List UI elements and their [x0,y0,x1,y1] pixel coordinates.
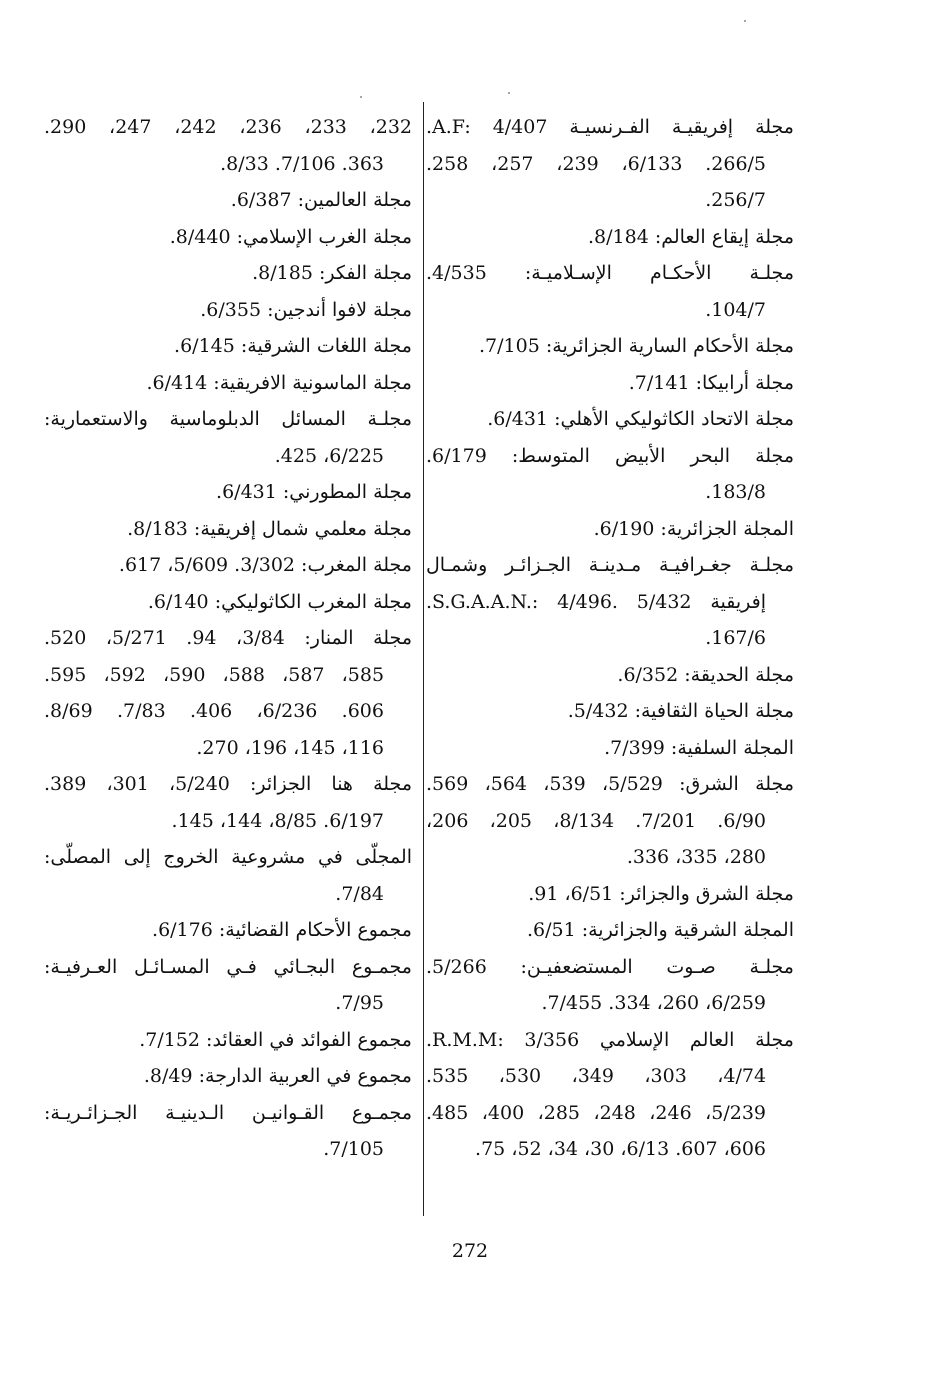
entry-title-line: مجلة الحياة الثقافية: 5/432. [567,700,794,722]
entry-title-line: مجلة معلمي شمال إفريقية: 8/183. [127,517,412,540]
index-entry [44,255,412,292]
index-column-right [426,109,794,1168]
entry-continuation-line: 7/84. [335,882,384,905]
entry-title-line: مجموع الفوائد في العقائد: 7/152. [139,1028,412,1051]
entry-title-line: مجموع في العربية الدارجة: 8/49. [143,1065,412,1087]
entry-continuation-line: 4/74، 303، 349، 530، 535. [426,1065,767,1087]
entry-title-line: مجلـة جغـرافيـة مـدينـة الجـزائـر وشمـال [426,554,794,576]
entry-continuation-line: 363. 7/106. 8/33. [220,152,384,175]
entry-title-line: مجلة إفريقيـة الفـرنسيـة A.F: 4/407. [426,116,794,138]
entry-title-line: المجلة السلفية: 7/399. [604,736,794,759]
entry-continuation-line: 606، 607. 6/13، 30، 34، 52، 75. [475,1138,766,1160]
entry-title-line: المجلّى في مشروعية الخروج إلى المصلّى: [44,846,412,868]
entry-title-line: مجموع الأحكام القضائية: 6/176. [152,919,412,941]
index-entry [426,949,794,1022]
entry-title-line: مجلة اللغات الشرقية: 6/145. [174,335,412,357]
entry-continuation-line: إفريقية S.G.A.A.N.: 4/496. 5/432. [426,590,766,613]
index-entry [426,219,794,256]
entry-continuation-line: 6/90. 7/201. 8/134، 205، 206، [426,809,766,832]
index-entry [44,292,412,329]
index-entry [44,182,412,219]
entry-continuation-line: 167/6. [705,627,766,649]
index-entry [426,547,794,657]
index-entry [44,912,412,949]
entry-continuation-line: 585، 587، 588، 590، 592، 595. [44,663,385,686]
entry-title-line: مجلة المنار: 3/84، 94. 5/271، 520. [44,627,412,649]
entry-title-line: مجلـة المسائل الدبلوماسية والاستعمارية: [44,408,412,430]
index-entry [426,876,794,913]
entry-title-line: مجمـوع القـوانيـن الـدينيـة الجـزائـريـة: [44,1101,412,1124]
entry-title-line: مجلة العالم الإسلامي R.M.M: 3/356. [426,1028,794,1051]
index-entry [44,1058,412,1095]
index-entry [44,620,412,766]
entry-title-line: المجلة الجزائرية: 6/190. [593,517,794,540]
entry-title-line: مجلـة صـوت المستضعفيـن: 5/266. [426,955,794,978]
index-entry [44,766,412,839]
index-entry [44,584,412,621]
entry-title-line: مجلة أرابيكا: 7/141. [628,371,794,394]
entry-title-line: مجلة هنا الجزائر: 5/240، 301، 389. [44,773,412,795]
entry-continuation-line: 6/225، 425. [274,444,384,467]
entry-title-line: مجلة الماسونية الافريقية: 6/414. [146,371,412,394]
entry-title-line: مجلة الأحكام السارية الجزائرية: 7/105. [479,335,794,357]
entry-continuation-line: 256/7. [705,189,766,211]
entry-title-line: مجلة الشرق والجزائر: 6/51، 91. [528,882,794,905]
entry-title-line: مجلة الغرب الإسلامي: 8/440. [169,225,412,248]
entry-title-line: مجمـوع البجـائي فـي المسـائـل العـرفيـة: [44,955,412,978]
index-entry [44,401,412,474]
index-entry [44,1022,412,1059]
scan-speck [508,92,510,94]
entry-title-line: مجلة الاتحاد الكاثوليكي الأهلي: 6/431. [487,408,794,430]
entry-title-line: مجلة المغرب الكاثوليكي: 6/140. [147,590,412,613]
index-entry [44,474,412,511]
entry-continuation-line: 266/5. 6/133، 239، 257، 258. [426,152,767,175]
index-entry [426,766,794,876]
index-entry [426,693,794,730]
index-entry [44,1095,412,1168]
index-entry [44,219,412,256]
index-entry [44,328,412,365]
index-entry [426,365,794,402]
entry-continuation-line: 280، 335، 336. [626,846,766,868]
entry-title-line: مجلة الفكر: 8/185. [252,262,412,284]
index-entry [426,912,794,949]
page-number: 272 [451,1240,489,1262]
entry-continuation-line: 116، 145، 196، 270. [196,736,384,759]
entry-continuation-line: 104/7. [705,298,766,321]
entry-title-line: 232، 233، 236، 242، 247، 290. [44,116,412,138]
index-entry [44,839,412,912]
entry-title-line: مجلة البحر الأبيض المتوسط: 6/179. [426,444,794,467]
entry-continuation-line: 606. 6/236، 406. 7/83. 8/69. [44,700,384,722]
scan-speck [360,96,362,98]
index-entry [426,328,794,365]
entry-continuation-line: 6/259، 260، 334. 7/455. [541,992,766,1014]
scan-speck [744,20,746,22]
index-entry [44,365,412,402]
index-entry [426,1022,794,1168]
index-entry [44,547,412,584]
index-entry [44,109,412,182]
index-entry [44,511,412,548]
index-entry [426,730,794,767]
entry-continuation-line: 5/239، 246، 248، 285، 400، 485. [426,1101,767,1124]
index-entry [426,438,794,511]
entry-title-line: مجلة إيقاع العالم: 8/184. [587,225,794,248]
entry-title-line: مجلة المغرب: 3/302. 5/609، 617. [118,554,412,576]
index-entry [44,949,412,1022]
index-column-left [44,109,412,1168]
index-entry [426,255,794,328]
entry-continuation-line: 7/105. [323,1138,384,1160]
entry-continuation-line: 7/95. [335,992,384,1014]
index-entry [426,657,794,694]
entry-title-line: المجلة الشرقية والجزائرية: 6/51. [526,919,794,941]
index-entry [426,401,794,438]
index-entry [426,511,794,548]
index-entry [426,109,794,219]
entry-title-line: مجلـة الأحكـام الإسـلاميـة: 4/535. [426,262,794,284]
column-divider [423,102,424,1216]
entry-title-line: مجلة المطورني: 6/431. [216,481,412,503]
entry-title-line: مجلة الحديقة: 6/352. [617,663,794,686]
entry-continuation-line: 6/197. 8/85، 144، 145. [171,809,384,832]
entry-continuation-line: 183/8. [705,481,766,503]
entry-title-line: مجلة الشرق: 5/529، 539، 564، 569. [426,773,794,795]
entry-title-line: مجلة لافوا أندجين: 6/355. [200,298,412,321]
entry-title-line: مجلة العالمين: 6/387. [230,189,412,211]
